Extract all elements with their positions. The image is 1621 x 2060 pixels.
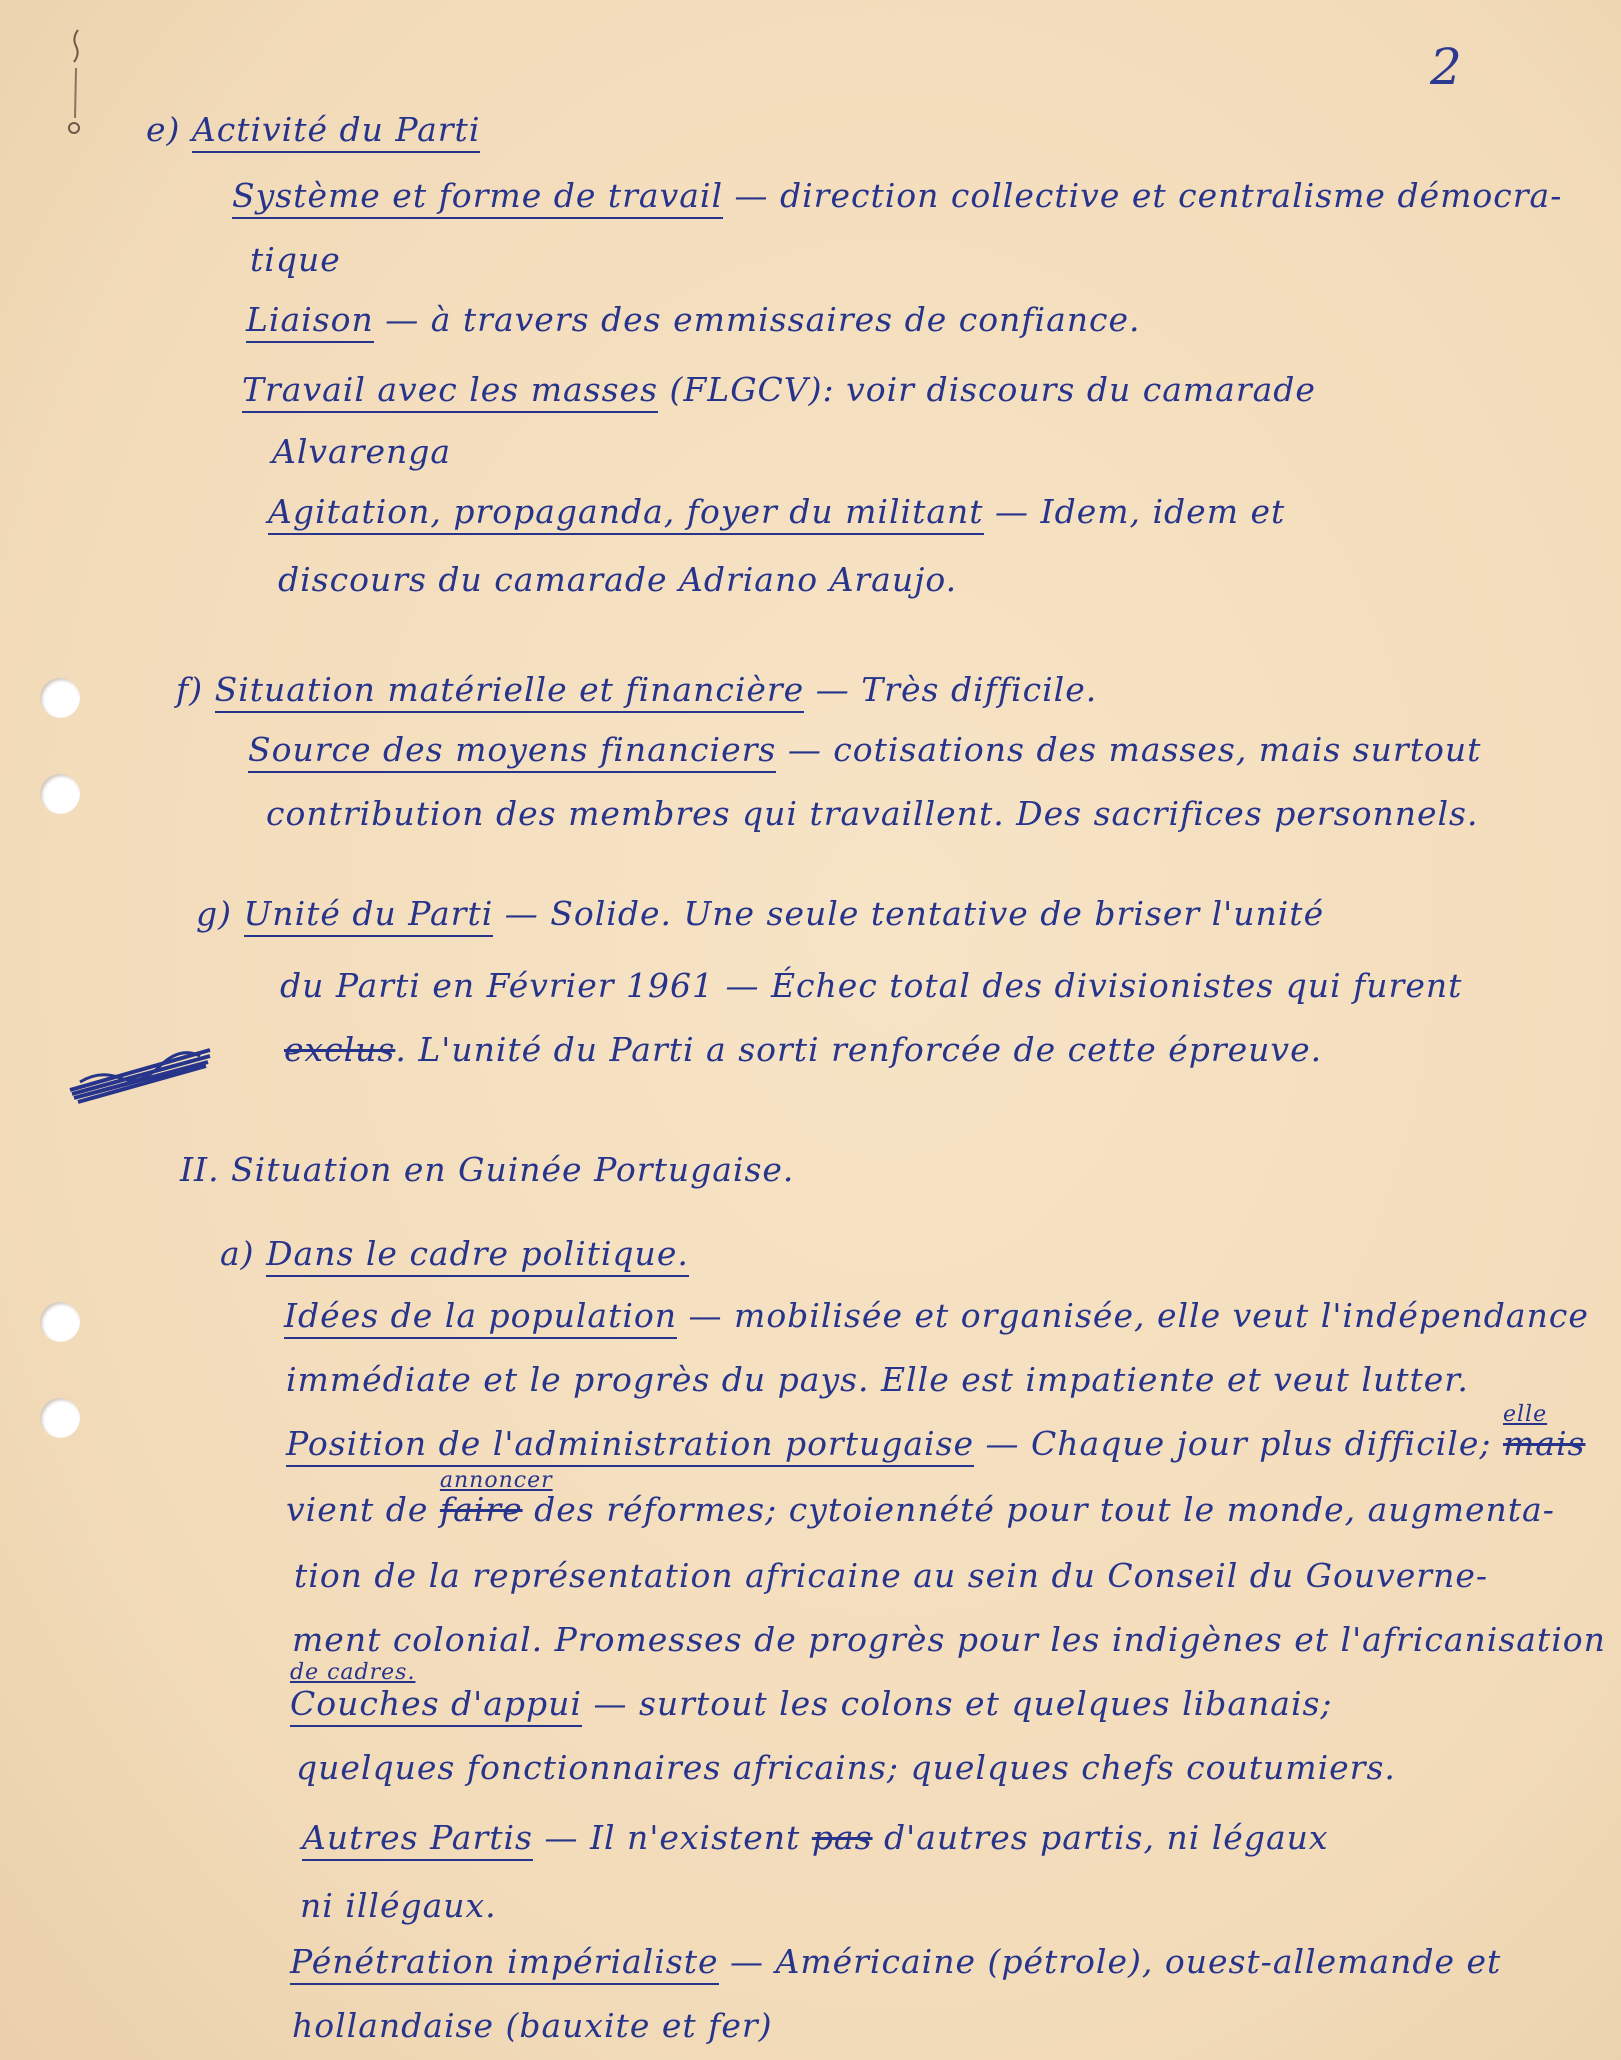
line-text: — Idem, idem et bbox=[983, 492, 1286, 531]
section-label: a) bbox=[220, 1234, 255, 1273]
underlined-term: Pénétration impérialiste bbox=[290, 1942, 719, 1985]
underlined-term: Travail avec les masses bbox=[242, 370, 658, 413]
struck-word: pas bbox=[811, 1818, 873, 1857]
punch-hole bbox=[40, 1398, 80, 1438]
section-label: g) bbox=[196, 894, 232, 933]
text-line bbox=[290, 1942, 1501, 1981]
struck-word: mais bbox=[1502, 1424, 1586, 1463]
text-line: tique bbox=[250, 240, 341, 279]
correction bbox=[290, 1660, 582, 1723]
inserted-word: de cadres. bbox=[290, 1660, 416, 1685]
text-line: contribution des membres qui travaillent. Des sacrifices personnels. bbox=[266, 794, 1479, 833]
text-line: quelques fonctionnaires africains; quelques chefs coutumiers. bbox=[296, 1748, 1396, 1787]
text-line bbox=[268, 492, 1285, 531]
line-text: — Américaine (pétrole), ouest-allemande et bbox=[718, 1942, 1502, 1981]
text-line bbox=[220, 1234, 689, 1273]
text-line: tion de la représentation africaine au sein du Conseil du Gouverne- bbox=[294, 1556, 1489, 1595]
inserted-word: annoncer bbox=[439, 1468, 553, 1493]
text-line bbox=[284, 1030, 1322, 1069]
text-line bbox=[286, 1402, 1586, 1463]
text-line bbox=[246, 300, 1141, 339]
text-line bbox=[176, 670, 1097, 709]
line-text: — cotisations des masses, mais surtout bbox=[776, 730, 1482, 769]
underlined-term: Position de l'administration portugaise bbox=[286, 1424, 974, 1467]
underlined-term: Unité du Parti bbox=[244, 894, 494, 937]
underlined-term: Idées de la population bbox=[284, 1296, 677, 1339]
line-text: — mobilisée et organisée, elle veut l'indépendance bbox=[677, 1296, 1589, 1335]
underlined-term: Système et forme de travail bbox=[232, 176, 723, 219]
underlined-term: Situation matérielle et financière bbox=[215, 670, 805, 713]
line-text: — Il n'existent bbox=[533, 1818, 812, 1857]
scribbled-note bbox=[60, 1030, 220, 1110]
line-text: des réformes; cytoiennété pour tout le monde, augmenta- bbox=[522, 1490, 1555, 1529]
struck-word: exclus bbox=[284, 1030, 396, 1069]
line-text: — direction collective et centralisme démocra- bbox=[723, 176, 1563, 215]
underlined-term: Agitation, propaganda, foyer du militant bbox=[268, 492, 984, 535]
line-text: vient de bbox=[286, 1490, 440, 1529]
text-line: discours du camarade Adriano Araujo. bbox=[278, 560, 958, 599]
underlined-term: Couches d'appui bbox=[290, 1684, 582, 1727]
line-text: — surtout les colons et quelques libanais; bbox=[582, 1684, 1333, 1723]
line-text: — Chaque jour plus difficile; bbox=[974, 1424, 1492, 1463]
text-line: hollandaise (bauxite et fer) bbox=[292, 2006, 773, 2045]
text-line: ni illégaux. bbox=[300, 1886, 497, 1925]
line-text: . L'unité du Parti a sorti renforcée de cette épreuve. bbox=[395, 1030, 1323, 1069]
section-II-heading: II. Situation en Guinée Portugaise. bbox=[180, 1150, 795, 1189]
section-label: e) bbox=[146, 110, 181, 149]
line-text: — Solide. Une seule tentative de briser l'unité bbox=[493, 894, 1325, 933]
underlined-term: Autres Partis bbox=[302, 1818, 533, 1861]
punch-hole bbox=[40, 774, 80, 814]
staple-mark bbox=[68, 28, 84, 138]
struck-word: faire bbox=[439, 1490, 523, 1529]
text-line bbox=[248, 730, 1481, 769]
inserted-word: elle bbox=[1502, 1402, 1548, 1427]
punch-hole bbox=[40, 678, 80, 718]
correction bbox=[439, 1468, 553, 1529]
section-title: Dans le cadre politique. bbox=[266, 1234, 689, 1277]
section-title: Activité du Parti bbox=[192, 110, 480, 153]
text-line: ment colonial. Promesses de progrès pour les indigènes et l'africanisation bbox=[292, 1620, 1606, 1659]
section-e-heading bbox=[146, 110, 480, 149]
text-line bbox=[242, 370, 1316, 409]
text-line: immédiate et le progrès du pays. Elle est impatiente et veut lutter. bbox=[286, 1360, 1469, 1399]
underlined-term: Liaison bbox=[246, 300, 374, 343]
text-line bbox=[232, 176, 1562, 215]
text-line bbox=[290, 1660, 1333, 1723]
punch-hole bbox=[40, 1302, 80, 1342]
text-line bbox=[286, 1468, 1555, 1529]
correction bbox=[1502, 1402, 1586, 1463]
text-line bbox=[284, 1296, 1589, 1335]
text-line bbox=[196, 894, 1324, 933]
page-number: 2 bbox=[1430, 38, 1462, 96]
text-line: Alvarenga bbox=[272, 432, 452, 471]
line-text: (FLGCV): voir discours du camarade bbox=[658, 370, 1316, 409]
text-line: du Parti en Février 1961 — Échec total des divisionistes qui furent bbox=[280, 966, 1463, 1005]
line-text: — Très difficile. bbox=[804, 670, 1098, 709]
underlined-term: Source des moyens financiers bbox=[248, 730, 776, 773]
text-line bbox=[302, 1818, 1329, 1857]
section-label: f) bbox=[176, 670, 204, 709]
line-text: d'autres partis, ni légaux bbox=[872, 1818, 1329, 1857]
line-text: — à travers des emmissaires de confiance. bbox=[373, 300, 1141, 339]
